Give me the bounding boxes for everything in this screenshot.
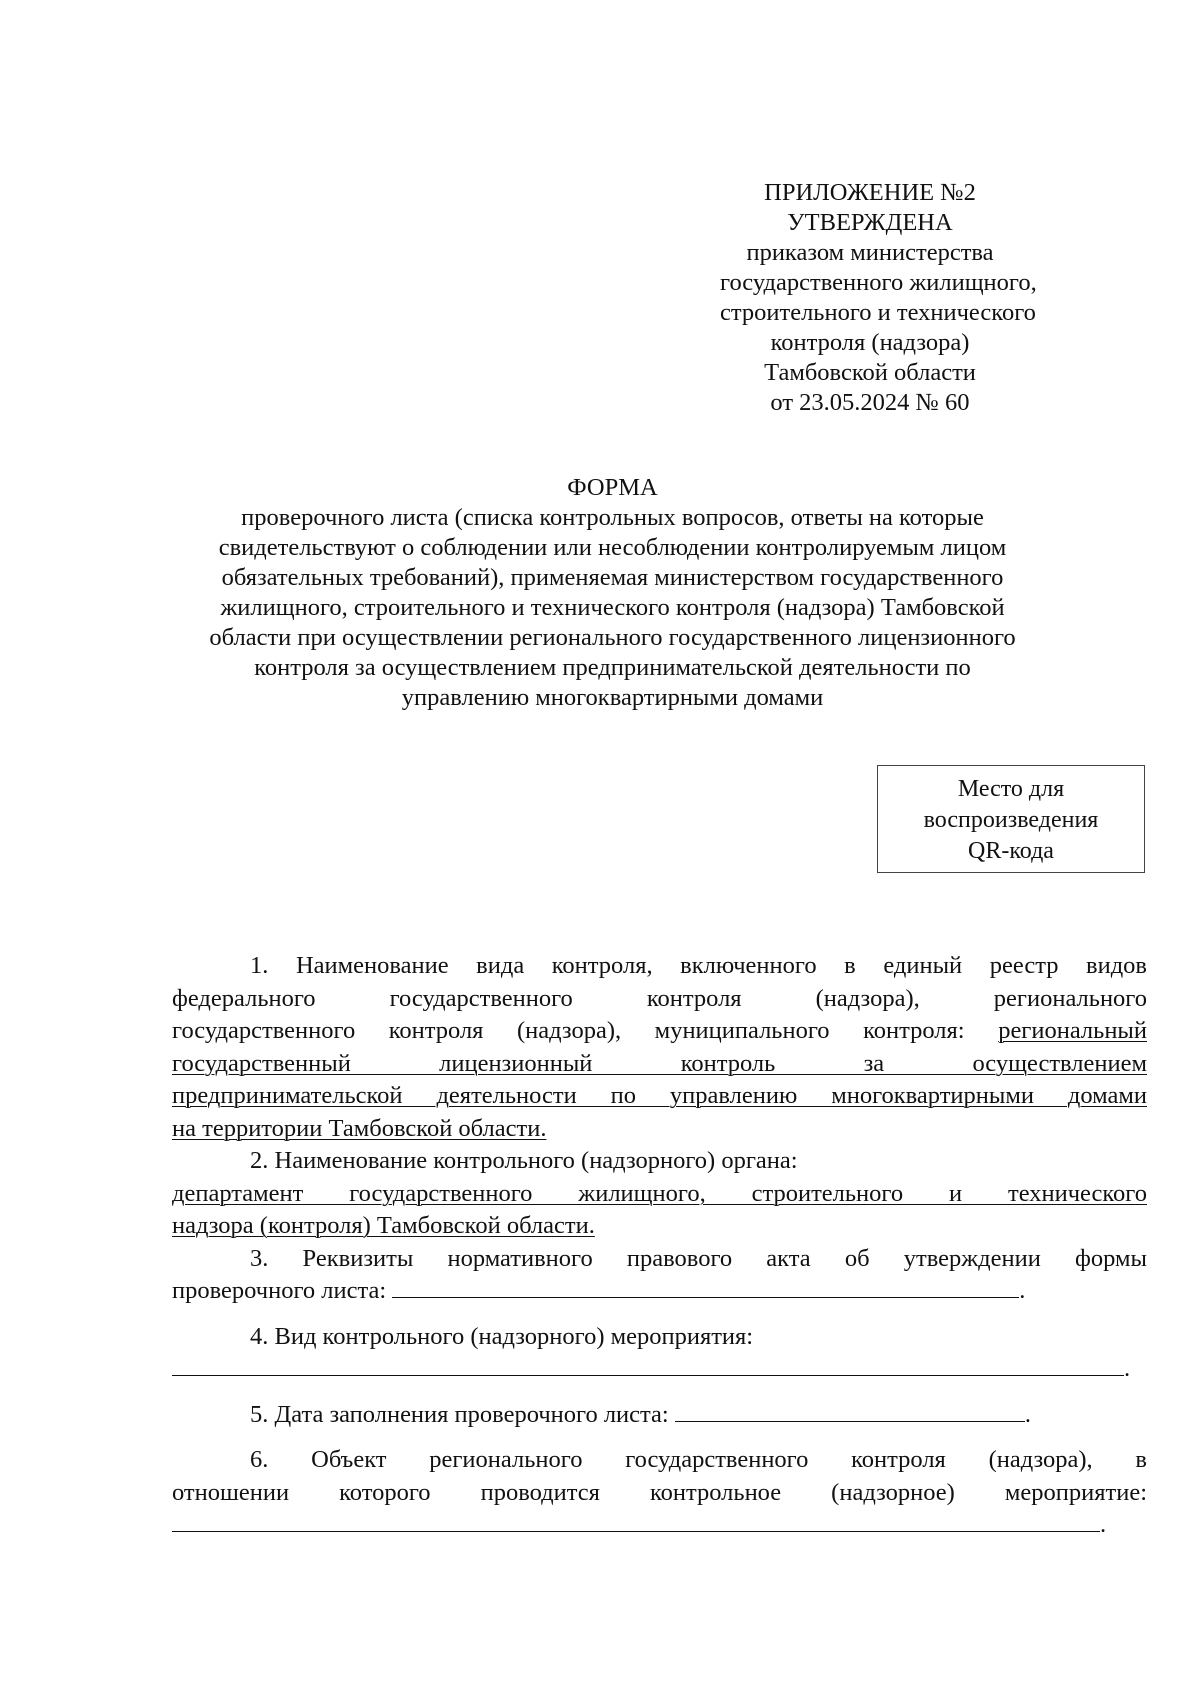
item1-line: федерального государственного контроля (надзора), регионального xyxy=(172,984,1147,1012)
approval-line: государственного жилищного, xyxy=(720,269,1037,296)
approval-line: строительного и технического xyxy=(720,299,1036,326)
item5-period: . xyxy=(1024,1400,1031,1428)
control-body-value: надзора (контроля) Тамбовской области. xyxy=(172,1212,595,1239)
control-type-value: предпринимательской деятельности по управлению многоквартирными домами xyxy=(172,1082,1147,1109)
item1-line xyxy=(172,1015,1147,1048)
item1-text: государственного контроля (надзора), муниципального контроля: xyxy=(172,1017,965,1044)
approval-line: приказом министерства xyxy=(746,239,994,266)
normative-act-field[interactable] xyxy=(392,1275,1019,1298)
approval-line: контроля (надзора) xyxy=(770,329,970,356)
item4-line xyxy=(172,1353,1147,1386)
appendix-number: ПРИЛОЖЕНИЕ №2 xyxy=(764,179,976,206)
item3-line: 3. Реквизиты нормативного правового акта об утверждении формы xyxy=(250,1244,1147,1272)
approval-block xyxy=(720,178,1037,418)
item6-period: . xyxy=(1100,1511,1107,1538)
form-subtitle-line: области при осуществлении регионального государственного лицензионного xyxy=(209,624,1016,651)
item4-line: 4. Вид контрольного (надзорного) мероприятия: xyxy=(250,1322,754,1350)
item2-line: 2. Наименование контрольного (надзорного) органа: xyxy=(250,1147,798,1174)
item2-line xyxy=(172,1210,1147,1243)
control-body-value: департамент государственного жилищного, строительного и технического xyxy=(172,1179,1147,1207)
qr-box-line: QR-кода xyxy=(968,838,1054,864)
control-type-value: государственный лицензионный контроль за осуществлением xyxy=(172,1049,1147,1077)
form-subtitle-line: проверочного листа (списка контрольных вопросов, ответы на которые xyxy=(241,504,984,531)
form-subtitle-line: контроля за осуществлением предпринимательской деятельности по xyxy=(254,654,971,681)
form-subtitle-line: управлению многоквартирными домами xyxy=(401,684,824,711)
control-object-field[interactable] xyxy=(172,1509,1100,1532)
form-heading: ФОРМА xyxy=(567,474,658,501)
item3-period: . xyxy=(1019,1277,1026,1304)
control-type-value: на территории Тамбовской области. xyxy=(172,1114,547,1142)
item1-line: 1. Наименование вида контроля, включенного в единый реестр видов xyxy=(250,952,1147,979)
form-subtitle-line: обязательных требований), применяемая министерством государственного xyxy=(221,564,1004,591)
item3-line xyxy=(172,1275,1147,1308)
item3-label: проверочного листа: xyxy=(172,1277,387,1304)
item4-period: . xyxy=(1124,1355,1131,1382)
item5-line xyxy=(172,1399,1147,1432)
qr-box-line: воспроизведения xyxy=(923,807,1099,833)
qr-box-line: Место для xyxy=(957,776,1065,802)
form-subtitle-line: жилищного, строительного и технического контроля (надзора) Тамбовской xyxy=(220,594,1005,621)
form-items xyxy=(172,950,1147,1542)
qr-code-placeholder xyxy=(877,765,1145,873)
item6-line xyxy=(172,1509,1147,1542)
control-event-type-field[interactable] xyxy=(172,1353,1124,1376)
form-title-block xyxy=(170,473,1055,713)
approved-label: УТВЕРЖДЕНА xyxy=(787,209,953,236)
form-subtitle-line: свидетельствуют о соблюдении или несоблюдении контролируемым лицом xyxy=(218,534,1007,561)
item6-line: отношении которого проводится контрольное (надзорное) мероприятие: xyxy=(172,1478,1147,1506)
approval-date: от 23.05.2024 № 60 xyxy=(770,389,970,416)
control-type-value: региональный xyxy=(998,1017,1148,1044)
fill-date-field[interactable] xyxy=(675,1399,1025,1422)
approval-line: Тамбовской области xyxy=(764,359,976,386)
item5-label: 5. Дата заполнения проверочного листа: xyxy=(250,1400,669,1428)
item6-line: 6. Объект регионального государственного контроля (надзора), в xyxy=(250,1446,1147,1473)
item1-line xyxy=(172,1113,1147,1146)
